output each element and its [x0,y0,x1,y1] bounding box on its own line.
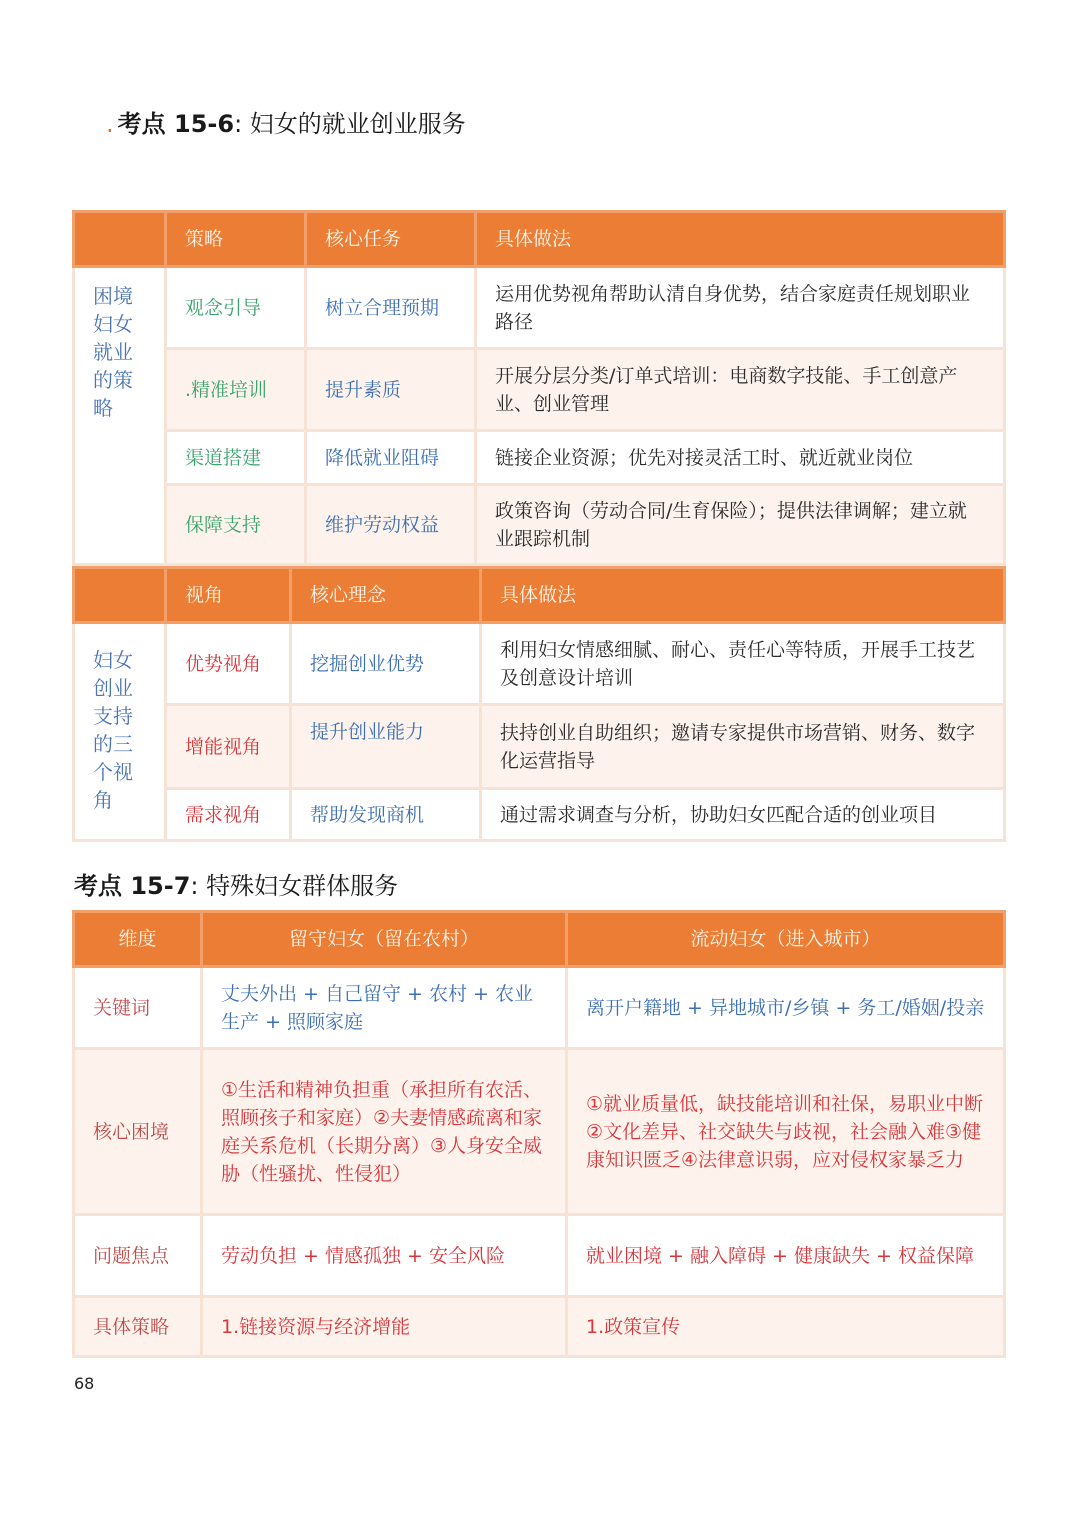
dimension-cell: 问题焦点 [74,1215,202,1297]
dimension-cell: 具体策略 [74,1297,202,1357]
heading-label: 考点 15-7 [74,872,191,900]
idea-cell: 挖掘创业优势 [291,623,481,705]
table-row [74,431,1005,485]
heading-title: 特殊妇女群体服务 [206,872,399,900]
idea-cell: 帮助发现商机 [291,789,481,841]
table-header-row [74,568,1005,623]
left-cell: 1.链接资源与经济增能 [202,1297,567,1357]
header-cell: 视角 [166,568,291,623]
table-row [74,967,1005,1049]
heading-colon: : [234,110,243,138]
section-heading-15-7 [74,866,398,901]
right-cell: 就业困境 + 融入障碍 + 健康缺失 + 权益保障 [567,1215,1005,1297]
method-cell: 运用优势视角帮助认清自身优势，结合家庭责任规划职业路径 [476,267,1005,349]
table-row [74,789,1005,841]
header-cell: 维度 [74,912,202,967]
right-cell: 离开户籍地 + 异地城市/乡镇 + 务工/婚姻/投亲 [567,967,1005,1049]
method-cell: 开展分层分类/订单式培训：电商数字技能、手工创意产业、创业管理 [476,349,1005,431]
table-row [74,1215,1005,1297]
dimension-cell: 核心困境 [74,1049,202,1215]
view-cell: 需求视角 [166,789,291,841]
section-heading-15-6 [106,104,466,139]
right-cell: ①就业质量低，缺技能培训和社保，易职业中断②文化差异、社交缺失与歧视，社会融入难③健康知识匮乏④法律意识弱，应对侵权家暴乏力 [567,1049,1005,1215]
header-cell: 流动妇女（进入城市） [567,912,1005,967]
strategy-cell: 渠道搭建 [166,431,306,485]
header-blank [74,212,166,267]
method-cell: 通过需求调查与分析，协助妇女匹配合适的创业项目 [481,789,1005,841]
table-row [74,267,1005,349]
heading-label: 考点 15-6 [117,110,235,138]
header-cell: 具体做法 [476,212,1005,267]
header-cell: 留守妇女（留在农村） [202,912,567,967]
strategy-cell: 观念引导 [166,267,306,349]
heading-bullet: . [106,110,114,138]
table-row [74,349,1005,431]
table-row [74,1297,1005,1357]
special-groups-table [72,910,1006,1358]
idea-cell: 提升创业能力 [291,705,481,789]
method-cell: 利用妇女情感细腻、耐心、责任心等特质，开展手工技艺及创意设计培训 [481,623,1005,705]
method-cell: 政策咨询（劳动合同/生育保险）；提供法律调解；建立就业跟踪机制 [476,485,1005,565]
task-cell: 降低就业阻碍 [306,431,476,485]
header-cell: 具体做法 [481,568,1005,623]
heading-colon: : [190,872,199,900]
dimension-cell: 关键词 [74,967,202,1049]
table-row [74,623,1005,705]
table-row [74,705,1005,789]
header-cell: 策略 [166,212,306,267]
table-row [74,485,1005,565]
table-row [74,1049,1005,1215]
strategy-table [72,210,1006,566]
view-cell: 增能视角 [166,705,291,789]
side-label: 妇女创业支持的三个视角 [74,623,166,841]
method-cell: 扶持创业自助组织；邀请专家提供市场营销、财务、数字化运营指导 [481,705,1005,789]
side-label: 困境妇女就业的策略 [74,267,166,565]
left-cell: 劳动负担 + 情感孤独 + 安全风险 [202,1215,567,1297]
left-cell: 丈夫外出 + 自己留守 + 农村 + 农业生产 + 照顾家庭 [202,967,567,1049]
header-cell: 核心理念 [291,568,481,623]
table-header-row [74,212,1005,267]
strategy-cell: 保障支持 [166,485,306,565]
method-cell: 链接企业资源；优先对接灵活工时、就近就业岗位 [476,431,1005,485]
header-blank [74,568,166,623]
header-cell: 核心任务 [306,212,476,267]
table-header-row [74,912,1005,967]
right-cell: 1.政策宣传 [567,1297,1005,1357]
heading-title: 妇女的就业创业服务 [249,110,466,138]
task-cell: 维护劳动权益 [306,485,476,565]
left-cell: ①生活和精神负担重（承担所有农活、照顾孩子和家庭）②夫妻情感疏离和家庭关系危机（长期分离）③人身安全威胁（性骚扰、性侵犯） [202,1049,567,1215]
task-cell: 提升素质 [306,349,476,431]
page-number: 68 [74,1374,95,1393]
view-cell: 优势视角 [166,623,291,705]
strategy-cell: .精准培训 [166,349,306,431]
task-cell: 树立合理预期 [306,267,476,349]
perspective-table [72,566,1006,842]
